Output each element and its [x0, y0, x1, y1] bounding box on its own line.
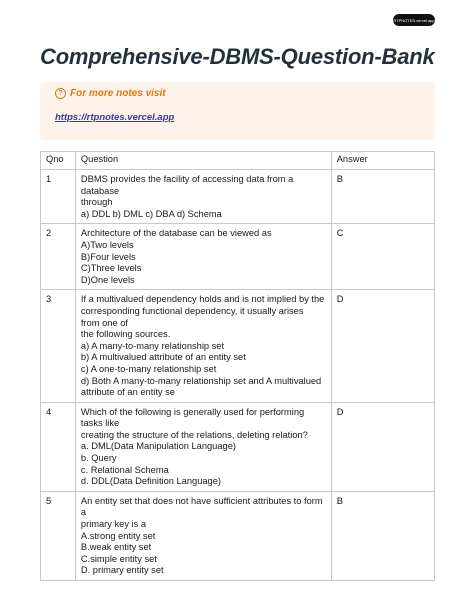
question-cell: If a multivalued dependency holds and is not implied by the corresponding functional dependency, it usually arises from one of the following sources. a) A many-to-many relationship set b) A multivalued attribute of an entity set c) A one-to-many relationship set d) Both A many-to-many relationship set and A multivalued attribute of an entity se: [75, 290, 331, 402]
question-circle-icon: ?: [55, 88, 66, 99]
answer-cell: B: [331, 170, 434, 224]
table-row: [41, 491, 435, 580]
qno-cell: 5: [41, 491, 76, 580]
table-row: [41, 170, 435, 224]
table-row: [41, 224, 435, 290]
question-cell: An entity set that does not have sufficient attributes to form a primary key is a A.strong entity set B.weak entity set C.simple entity set D. primary entity set: [75, 491, 331, 580]
notes-link[interactable]: https://rtpnotes.vercel.app: [55, 112, 175, 123]
table-row: [41, 290, 435, 402]
question-cell: Which of the following is generally used for performing tasks like creating the structure of the relations, deleting relation? a. DML(Data Manipulation Language) b. Query c. Relational Schema d. DDL(Data Definition Language): [75, 402, 331, 491]
table-header-row: [41, 152, 435, 170]
answer-cell: C: [331, 224, 434, 290]
question-cell: DBMS provides the facility of accessing data from a database through a) DDL b) DML c) DBA d) Schema: [75, 170, 331, 224]
callout-heading-text: For more notes visit: [70, 88, 166, 99]
question-table: [40, 151, 435, 581]
callout-heading: [55, 88, 435, 99]
qno-cell: 2: [41, 224, 76, 290]
table-row: [41, 402, 435, 491]
answer-cell: D: [331, 402, 434, 491]
question-cell: Architecture of the database can be viewed as A)Two levels B)Four levels C)Three levels D)One levels: [75, 224, 331, 290]
header-question: Question: [75, 152, 331, 170]
site-badge: RTPNOTES.vercel.app: [393, 14, 435, 26]
qno-cell: 3: [41, 290, 76, 402]
qno-cell: 4: [41, 402, 76, 491]
header-answer: Answer: [331, 152, 434, 170]
answer-cell: D: [331, 290, 434, 402]
answer-cell: B: [331, 491, 434, 580]
qno-cell: 1: [41, 170, 76, 224]
header-qno: Qno: [41, 152, 76, 170]
page-title: Comprehensive-DBMS-Question-Bank: [40, 44, 435, 69]
notes-callout: [40, 82, 435, 140]
